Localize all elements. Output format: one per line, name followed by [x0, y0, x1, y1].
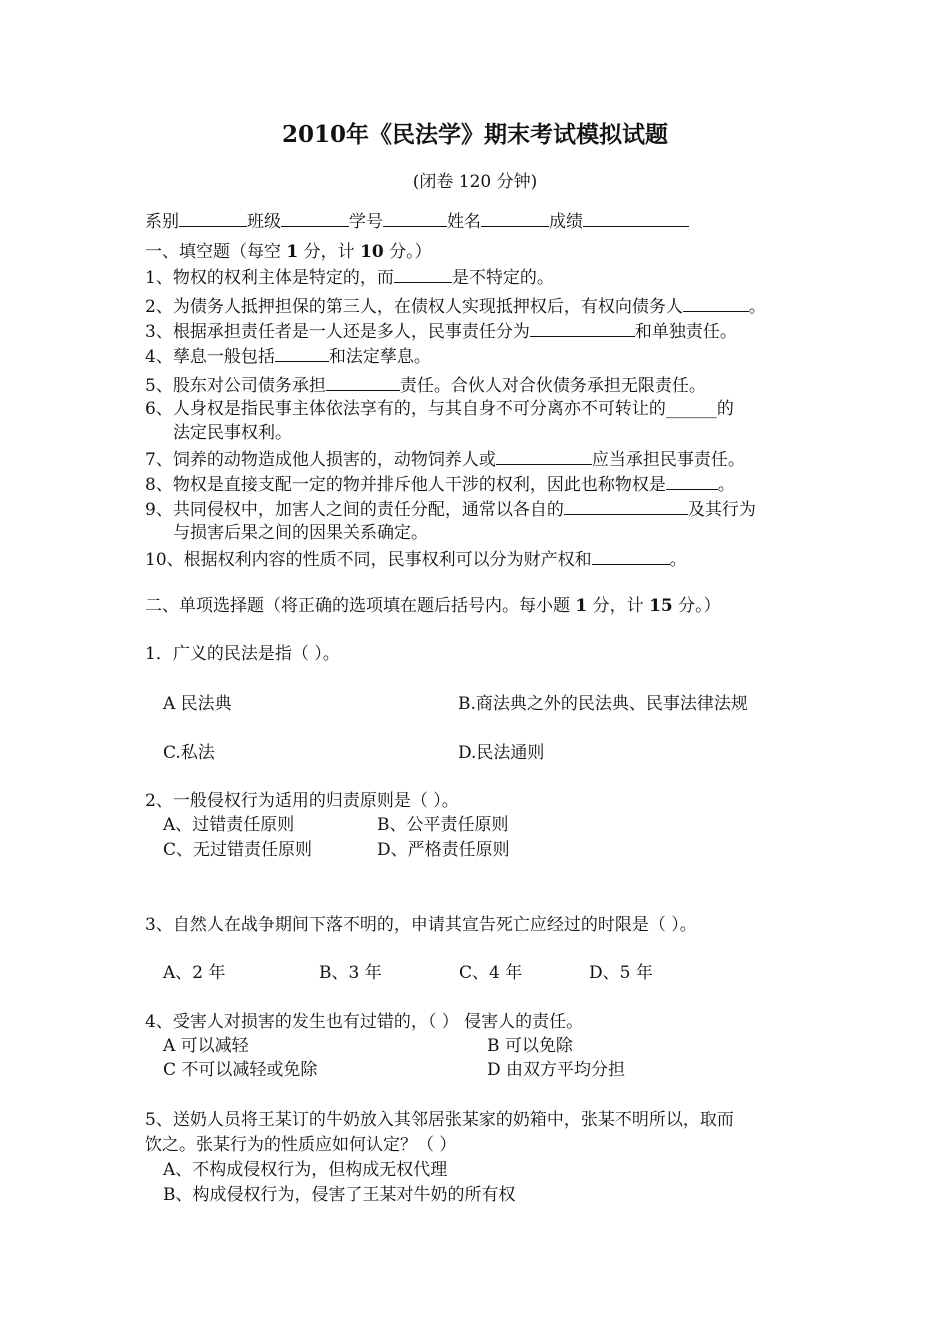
choice-q3-option-d[interactable]: D、5 年	[589, 963, 653, 983]
score-label: 成绩	[549, 212, 583, 232]
choice-q2-option-b[interactable]: B、公平责任原则	[377, 815, 509, 835]
choice-q4: 4、受害人对损害的发生也有过错的，（ ） 侵害人的责任。	[145, 1012, 584, 1032]
choice-q2: 2、一般侵权行为适用的归责原则是（ ）。	[145, 791, 459, 811]
fill-q7: 7、饲养的动物造成他人损害的，动物饲养人或 应当承担民事责任。	[145, 446, 745, 472]
fill-q2: 2、为债务人抵押担保的第三人，在债权人实现抵押权后，有权向债务人 。	[145, 293, 766, 319]
fill-q6: 6、人身权是指民事主体依法享有的，与其自身不可分离亦不可转让的______的	[145, 399, 734, 419]
choice-q1-option-a[interactable]: A 民法典	[163, 694, 232, 714]
name-label: 姓名	[447, 212, 481, 232]
choice-q3-option-c[interactable]: C、4 年	[459, 963, 523, 983]
fill-q1: 1、物权的权利主体是特定的，而 是不特定的。	[145, 264, 554, 290]
fill-q7-blank[interactable]	[496, 446, 592, 465]
fill-q9-blank[interactable]	[564, 496, 688, 515]
choice-q3-option-b[interactable]: B、3 年	[319, 963, 382, 983]
fill-q6-cont: 法定民事权利。	[173, 423, 292, 443]
fill-q3: 3、根据承担责任者是一人还是多人，民事责任分为 和单独责任。	[145, 318, 737, 344]
fill-q9: 9、共同侵权中，加害人之间的责任分配，通常以各自的 及其行为	[145, 496, 756, 522]
dept-label: 系别	[145, 212, 179, 232]
fill-q8-blank[interactable]	[666, 471, 718, 490]
fill-q1-blank[interactable]	[394, 264, 452, 283]
choice-q4-option-d[interactable]: D 由双方平均分担	[487, 1060, 626, 1080]
fill-q5: 5、股东对公司债务承担 责任。合伙人对合伙债务承担无限责任。	[145, 372, 706, 398]
student-info-line	[145, 208, 689, 234]
choice-q4-option-b[interactable]: B 可以免除	[487, 1036, 573, 1056]
fill-q10-blank[interactable]	[592, 546, 670, 565]
choice-q3: 3、自然人在战争期间下落不明的，申请其宣告死亡应经过的时限是（ ）。	[145, 915, 697, 935]
choice-q2-option-c[interactable]: C、无过错责任原则	[163, 840, 313, 860]
choice-q1-option-b[interactable]: B.商法典之外的民法典、民事法律法规	[458, 694, 748, 714]
fill-q10: 10、根据权利内容的性质不同，民事权利可以分为财产权和 。	[145, 546, 687, 572]
choice-q4-option-a[interactable]: A 可以减轻	[163, 1036, 249, 1056]
section1-heading: 一、填空题（每空 1 分，计 10 分。）	[145, 242, 432, 262]
exam-subtitle: (闭卷 120 分钟)	[412, 172, 538, 192]
class-blank[interactable]	[281, 208, 349, 227]
choice-q2-option-d[interactable]: D、严格责任原则	[377, 840, 510, 860]
id-blank[interactable]	[383, 208, 447, 227]
title-year: 2010	[281, 121, 346, 148]
choice-q3-option-a[interactable]: A、2 年	[163, 963, 226, 983]
choice-q5-option-b[interactable]: B、构成侵权行为，侵害了王某对牛奶的所有权	[163, 1185, 516, 1205]
choice-q4-option-c[interactable]: C 不可以减轻或免除	[163, 1060, 318, 1080]
class-label: 班级	[247, 212, 281, 232]
fill-q3-blank[interactable]	[530, 318, 635, 337]
section2-heading: 二、单项选择题（将正确的选项填在题后括号内。每小题 1 分，计 15 分。）	[145, 596, 721, 616]
fill-q4: 4、孳息一般包括 和法定孳息。	[145, 343, 431, 369]
score-blank[interactable]	[583, 208, 689, 227]
fill-q4-blank[interactable]	[275, 343, 329, 362]
title-text: 年《民法学》期末考试模拟试题	[346, 121, 668, 148]
id-label: 学号	[349, 212, 383, 232]
dept-blank[interactable]	[179, 208, 247, 227]
name-blank[interactable]	[481, 208, 549, 227]
fill-q2-blank[interactable]	[683, 293, 749, 312]
choice-q5: 5、送奶人员将王某订的牛奶放入其邻居张某家的奶箱中，张某不明所以，取而	[145, 1110, 734, 1130]
choice-q5-cont: 饮之。张某行为的性质应如何认定？（ ）	[145, 1135, 457, 1155]
fill-q5-blank[interactable]	[326, 372, 400, 391]
exam-title	[0, 120, 950, 150]
choice-q1-option-d[interactable]: D.民法通则	[458, 743, 545, 763]
fill-q8: 8、物权是直接支配一定的物并排斥他人干涉的权利，因此也称物权是 。	[145, 471, 735, 497]
fill-q9-cont: 与损害后果之间的因果关系确定。	[173, 523, 428, 543]
choice-q5-option-a[interactable]: A、不构成侵权行为，但构成无权代理	[163, 1160, 448, 1180]
choice-q1-option-c[interactable]: C.私法	[163, 743, 215, 763]
choice-q2-option-a[interactable]: A、过错责任原则	[163, 815, 295, 835]
choice-q1: 1．广义的民法是指（ ）。	[145, 644, 340, 664]
